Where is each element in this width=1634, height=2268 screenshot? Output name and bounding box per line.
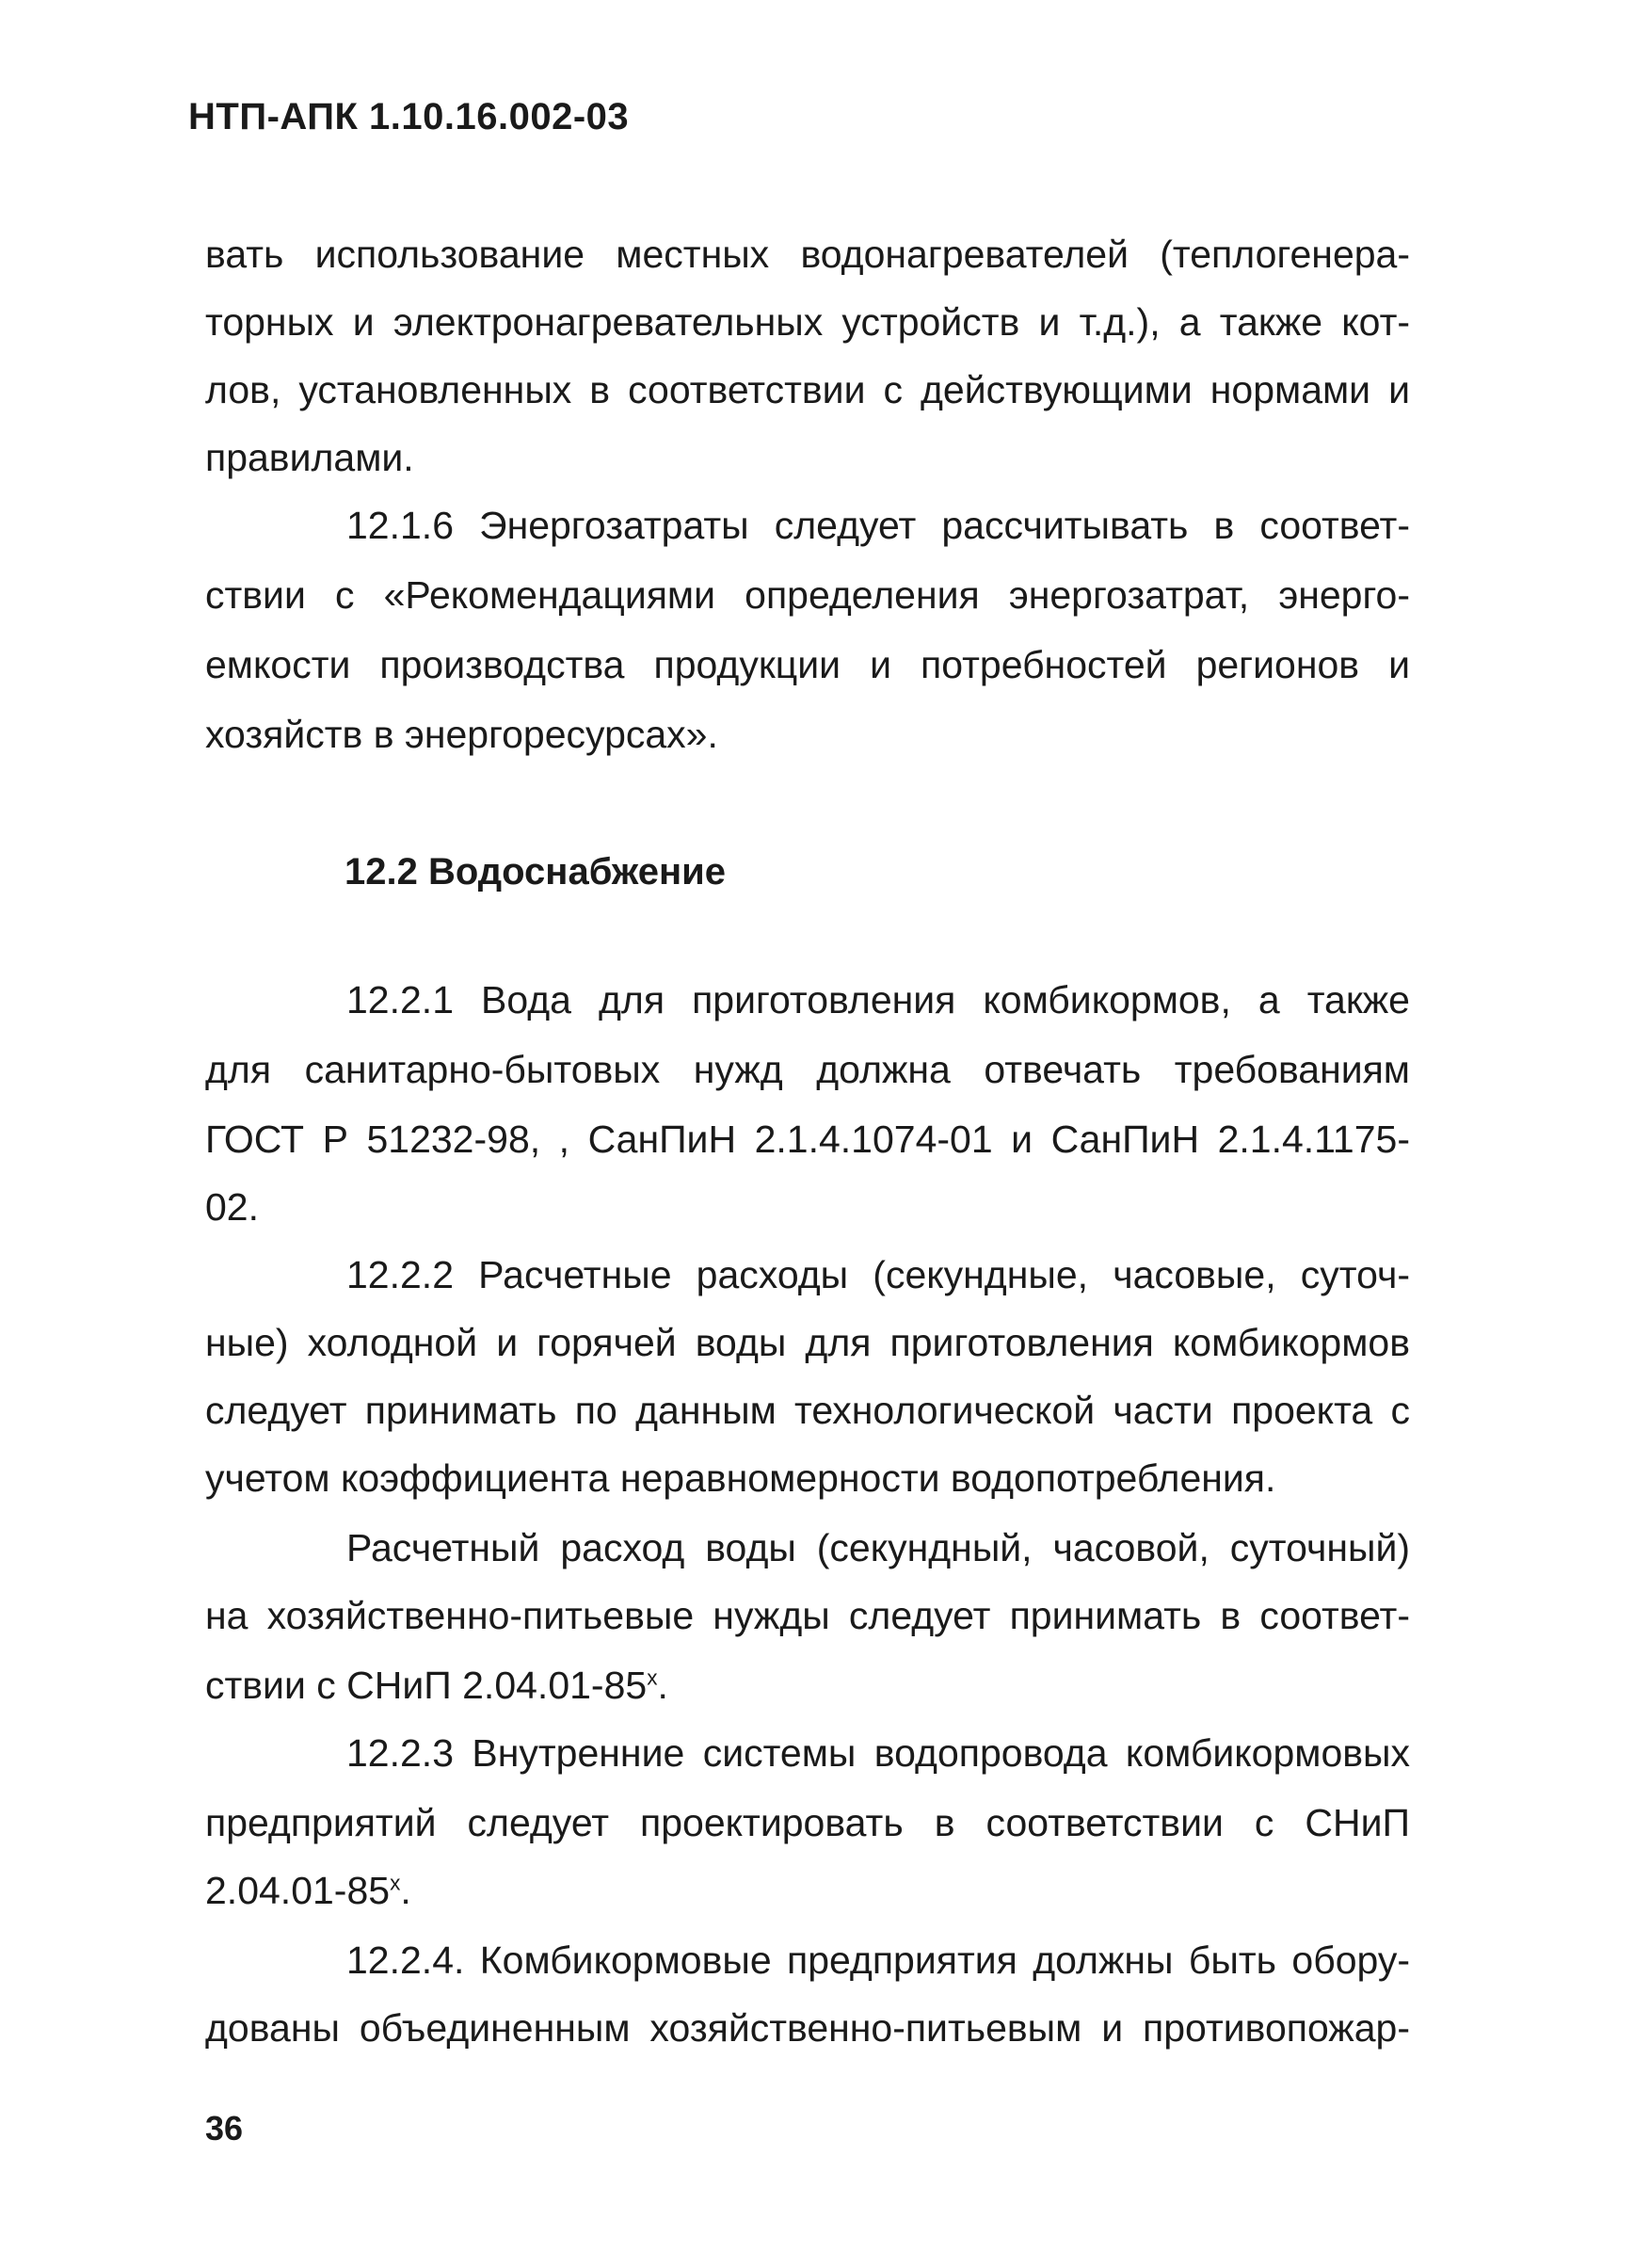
text-line: лов, установленных в соответствии с действующими нормами и bbox=[205, 368, 1410, 411]
text-span: . bbox=[400, 1869, 411, 1912]
text-line: на хозяйственно-питьевые нужды следует принимать в соответ- bbox=[205, 1594, 1410, 1637]
superscript-mark: x bbox=[647, 1665, 658, 1690]
text-line: ГОСТ Р 51232-98, , СанПиН 2.1.4.1074-01 и СанПиН 2.1.4.1175- bbox=[205, 1118, 1410, 1161]
paragraph-12-1-6-first-line: 12.1.6 Энергозатраты следует рассчитывать в соответ- bbox=[346, 504, 1410, 547]
text-line: дованы объединенным хозяйственно-питьевым и противопожар- bbox=[205, 2006, 1410, 2050]
text-line: следует принимать по данным технологической части проекта с bbox=[205, 1389, 1410, 1432]
text-line: правилами. bbox=[205, 436, 414, 479]
text-line: ствии с «Рекомендациями определения энергозатрат, энерго- bbox=[205, 573, 1410, 617]
text-line: вать использование местных водонагревателей (теплогенера- bbox=[205, 233, 1410, 276]
text-line bbox=[205, 1666, 1410, 1705]
text-span: . bbox=[657, 1664, 668, 1707]
document-code: НТП-АПК 1.10.16.002-03 bbox=[188, 96, 630, 137]
text-line: для санитарно-бытовых нужд должна отвечать требованиям bbox=[205, 1048, 1410, 1091]
text-span: ствии с СНиП 2.04.01-85 bbox=[205, 1664, 648, 1707]
text-line bbox=[205, 1869, 1410, 1912]
paragraph-12-2-4-first-line: 12.2.4. Комбикормовые предприятия должны быть обору- bbox=[346, 1938, 1410, 1982]
text-line: 02. bbox=[205, 1185, 259, 1229]
text-line: емкости производства продукции и потребностей регионов и bbox=[205, 643, 1410, 686]
paragraph-12-2-3-first-line: 12.2.3 Внутренние системы водопровода комбикормовых bbox=[346, 1731, 1410, 1775]
text-line: предприятий следует проектировать в соответствии с СНиП bbox=[205, 1801, 1410, 1844]
paragraph-12-2-1-first-line: 12.2.1 Вода для приготовления комбикормов, а также bbox=[346, 978, 1410, 1021]
page-number: 36 bbox=[205, 2109, 244, 2147]
text-line: учетом коэффициента неравномерности водопотребления. bbox=[205, 1456, 1276, 1500]
superscript-mark: x bbox=[390, 1871, 401, 1895]
section-heading: 12.2 Водоснабжение bbox=[344, 851, 726, 893]
text-span: 2.04.01-85 bbox=[205, 1869, 391, 1912]
paragraph-first-line: Расчетный расход воды (секундный, часовой, суточный) bbox=[346, 1526, 1410, 1569]
text-line: ные) холодной и горячей воды для приготовления комбикормов bbox=[205, 1321, 1410, 1364]
paragraph-12-2-2-first-line: 12.2.2 Расчетные расходы (секундные, часовые, суточ- bbox=[346, 1253, 1410, 1296]
text-line: торных и электронагревательных устройств и т.д.), а также кот- bbox=[205, 300, 1410, 344]
text-line: хозяйств в энергоресурсах». bbox=[205, 713, 718, 756]
